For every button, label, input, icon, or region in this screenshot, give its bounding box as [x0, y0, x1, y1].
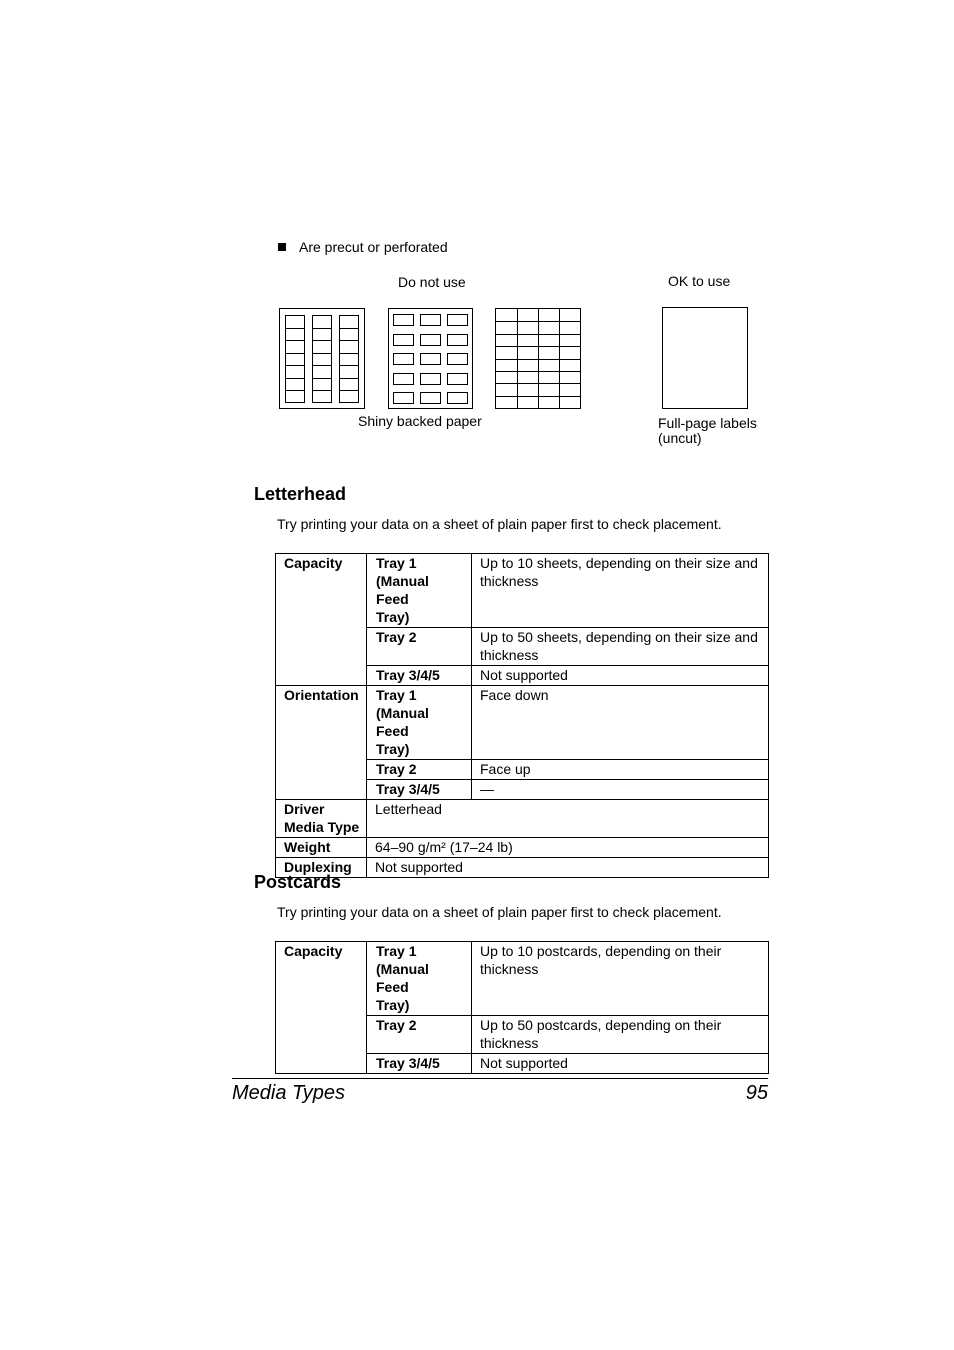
- tray1-label: Tray 1 (Manual Feed Tray): [367, 942, 472, 1016]
- label-cell-shape: [393, 392, 414, 404]
- grid-line: [312, 378, 332, 379]
- grid-line: [312, 353, 332, 354]
- label-cell-shape: [447, 353, 468, 365]
- postcards-heading: Postcards: [254, 872, 342, 892]
- grid-labels-sheet-icon: [495, 308, 581, 409]
- grid-line: [538, 309, 539, 408]
- weight-value: 64–90 g/m² (17–24 lb): [367, 838, 769, 858]
- label-cell-shape: [393, 314, 414, 326]
- table-row: [276, 1054, 769, 1074]
- grid-line: [339, 353, 359, 354]
- grid-line: [339, 365, 359, 366]
- weight-label: Weight: [276, 838, 367, 858]
- grid-line: [559, 309, 560, 408]
- bullet-item: [278, 238, 448, 256]
- label-cell-shape: [420, 334, 441, 346]
- label-cell-shape: [393, 373, 414, 385]
- table-row: [276, 838, 769, 858]
- table-row: [276, 554, 769, 628]
- label-cell-shape: [420, 314, 441, 326]
- orientation-label: Orientation: [276, 686, 367, 760]
- grid-line: [312, 390, 332, 391]
- tray1-capacity-value: Up to 10 postcards, depending on their thickness: [472, 942, 769, 1016]
- driver-media-type-value: Letterhead: [367, 800, 769, 838]
- capacity-label: Capacity: [276, 942, 367, 1016]
- perforated-labels-sheet-icon: [279, 308, 365, 409]
- label-cell-shape: [447, 334, 468, 346]
- page-number: 95: [745, 1082, 768, 1104]
- tray345-capacity-value: Not supported: [472, 1054, 769, 1074]
- duplexing-label: Duplexing: [276, 858, 367, 878]
- table-row: [276, 800, 769, 838]
- footer-title: Media Types: [232, 1082, 346, 1104]
- postcards-spec-table: [275, 941, 769, 1074]
- driver-media-type-label: Driver Media Type: [276, 800, 367, 838]
- label-cell-shape: [447, 392, 468, 404]
- tray345-label: Tray 3/4/5: [367, 780, 472, 800]
- grid-line: [285, 328, 305, 329]
- bullet-text: Are precut or perforated: [299, 239, 448, 255]
- full-page-label-sheet-icon: [662, 307, 748, 409]
- letterhead-heading: Letterhead: [254, 484, 347, 504]
- do-not-use-caption: Do not use: [398, 274, 466, 290]
- tray345-orientation-value: —: [472, 780, 769, 800]
- label-cell-shape: [447, 314, 468, 326]
- tray2-label: Tray 2: [367, 628, 472, 666]
- label-cell-shape: [393, 353, 414, 365]
- postcards-intro: Try printing your data on a sheet of plain paper first to check placement.: [277, 904, 722, 920]
- bullet-square-icon: [278, 243, 286, 251]
- grid-line: [285, 340, 305, 341]
- table-row: [276, 666, 769, 686]
- tray1-capacity-value: Up to 10 sheets, depending on their size and thickness: [472, 554, 769, 628]
- label-cell-shape: [420, 373, 441, 385]
- tray2-label: Tray 2: [367, 1016, 472, 1054]
- ok-to-use-caption: OK to use: [668, 273, 731, 289]
- grid-line: [339, 378, 359, 379]
- letterhead-spec-table: [275, 553, 769, 878]
- tray345-label: Tray 3/4/5: [367, 1054, 472, 1074]
- table-row: [276, 628, 769, 666]
- capacity-label: Capacity: [276, 554, 367, 628]
- tray1-label: Tray 1 (Manual Feed Tray): [367, 686, 472, 760]
- full-page-labels-caption: Full-page labels: [658, 415, 757, 431]
- grid-line: [339, 390, 359, 391]
- label-cell-shape: [420, 392, 441, 404]
- full-page-uncut-caption: (uncut): [658, 430, 702, 446]
- label-cell-shape: [420, 353, 441, 365]
- grid-line: [285, 353, 305, 354]
- table-row: [276, 1016, 769, 1054]
- grid-line: [285, 390, 305, 391]
- tray2-capacity-value: Up to 50 sheets, depending on their size and thickness: [472, 628, 769, 666]
- table-row: [276, 942, 769, 1016]
- tray345-capacity-value: Not supported: [472, 666, 769, 686]
- tray1-orientation-value: Face down: [472, 686, 769, 760]
- grid-line: [285, 378, 305, 379]
- tray345-label: Tray 3/4/5: [367, 666, 472, 686]
- precut-labels-sheet-icon: [388, 308, 473, 409]
- grid-line: [517, 309, 518, 408]
- grid-line: [312, 365, 332, 366]
- table-row: [276, 858, 769, 878]
- table-row: [276, 686, 769, 760]
- tray2-orientation-value: Face up: [472, 760, 769, 780]
- tray2-label: Tray 2: [367, 760, 472, 780]
- grid-line: [312, 328, 332, 329]
- table-row: [276, 780, 769, 800]
- label-cell-shape: [447, 373, 468, 385]
- grid-line: [339, 328, 359, 329]
- footer-rule: [232, 1078, 768, 1079]
- letterhead-intro: Try printing your data on a sheet of plain paper first to check placement.: [277, 516, 722, 532]
- label-cell-shape: [393, 334, 414, 346]
- grid-line: [339, 340, 359, 341]
- table-row: [276, 760, 769, 780]
- grid-line: [285, 365, 305, 366]
- duplexing-value: Not supported: [367, 858, 769, 878]
- grid-line: [312, 340, 332, 341]
- shiny-backed-caption: Shiny backed paper: [358, 413, 482, 429]
- tray2-capacity-value: Up to 50 postcards, depending on their thickness: [472, 1016, 769, 1054]
- tray1-label: Tray 1 (Manual Feed Tray): [367, 554, 472, 628]
